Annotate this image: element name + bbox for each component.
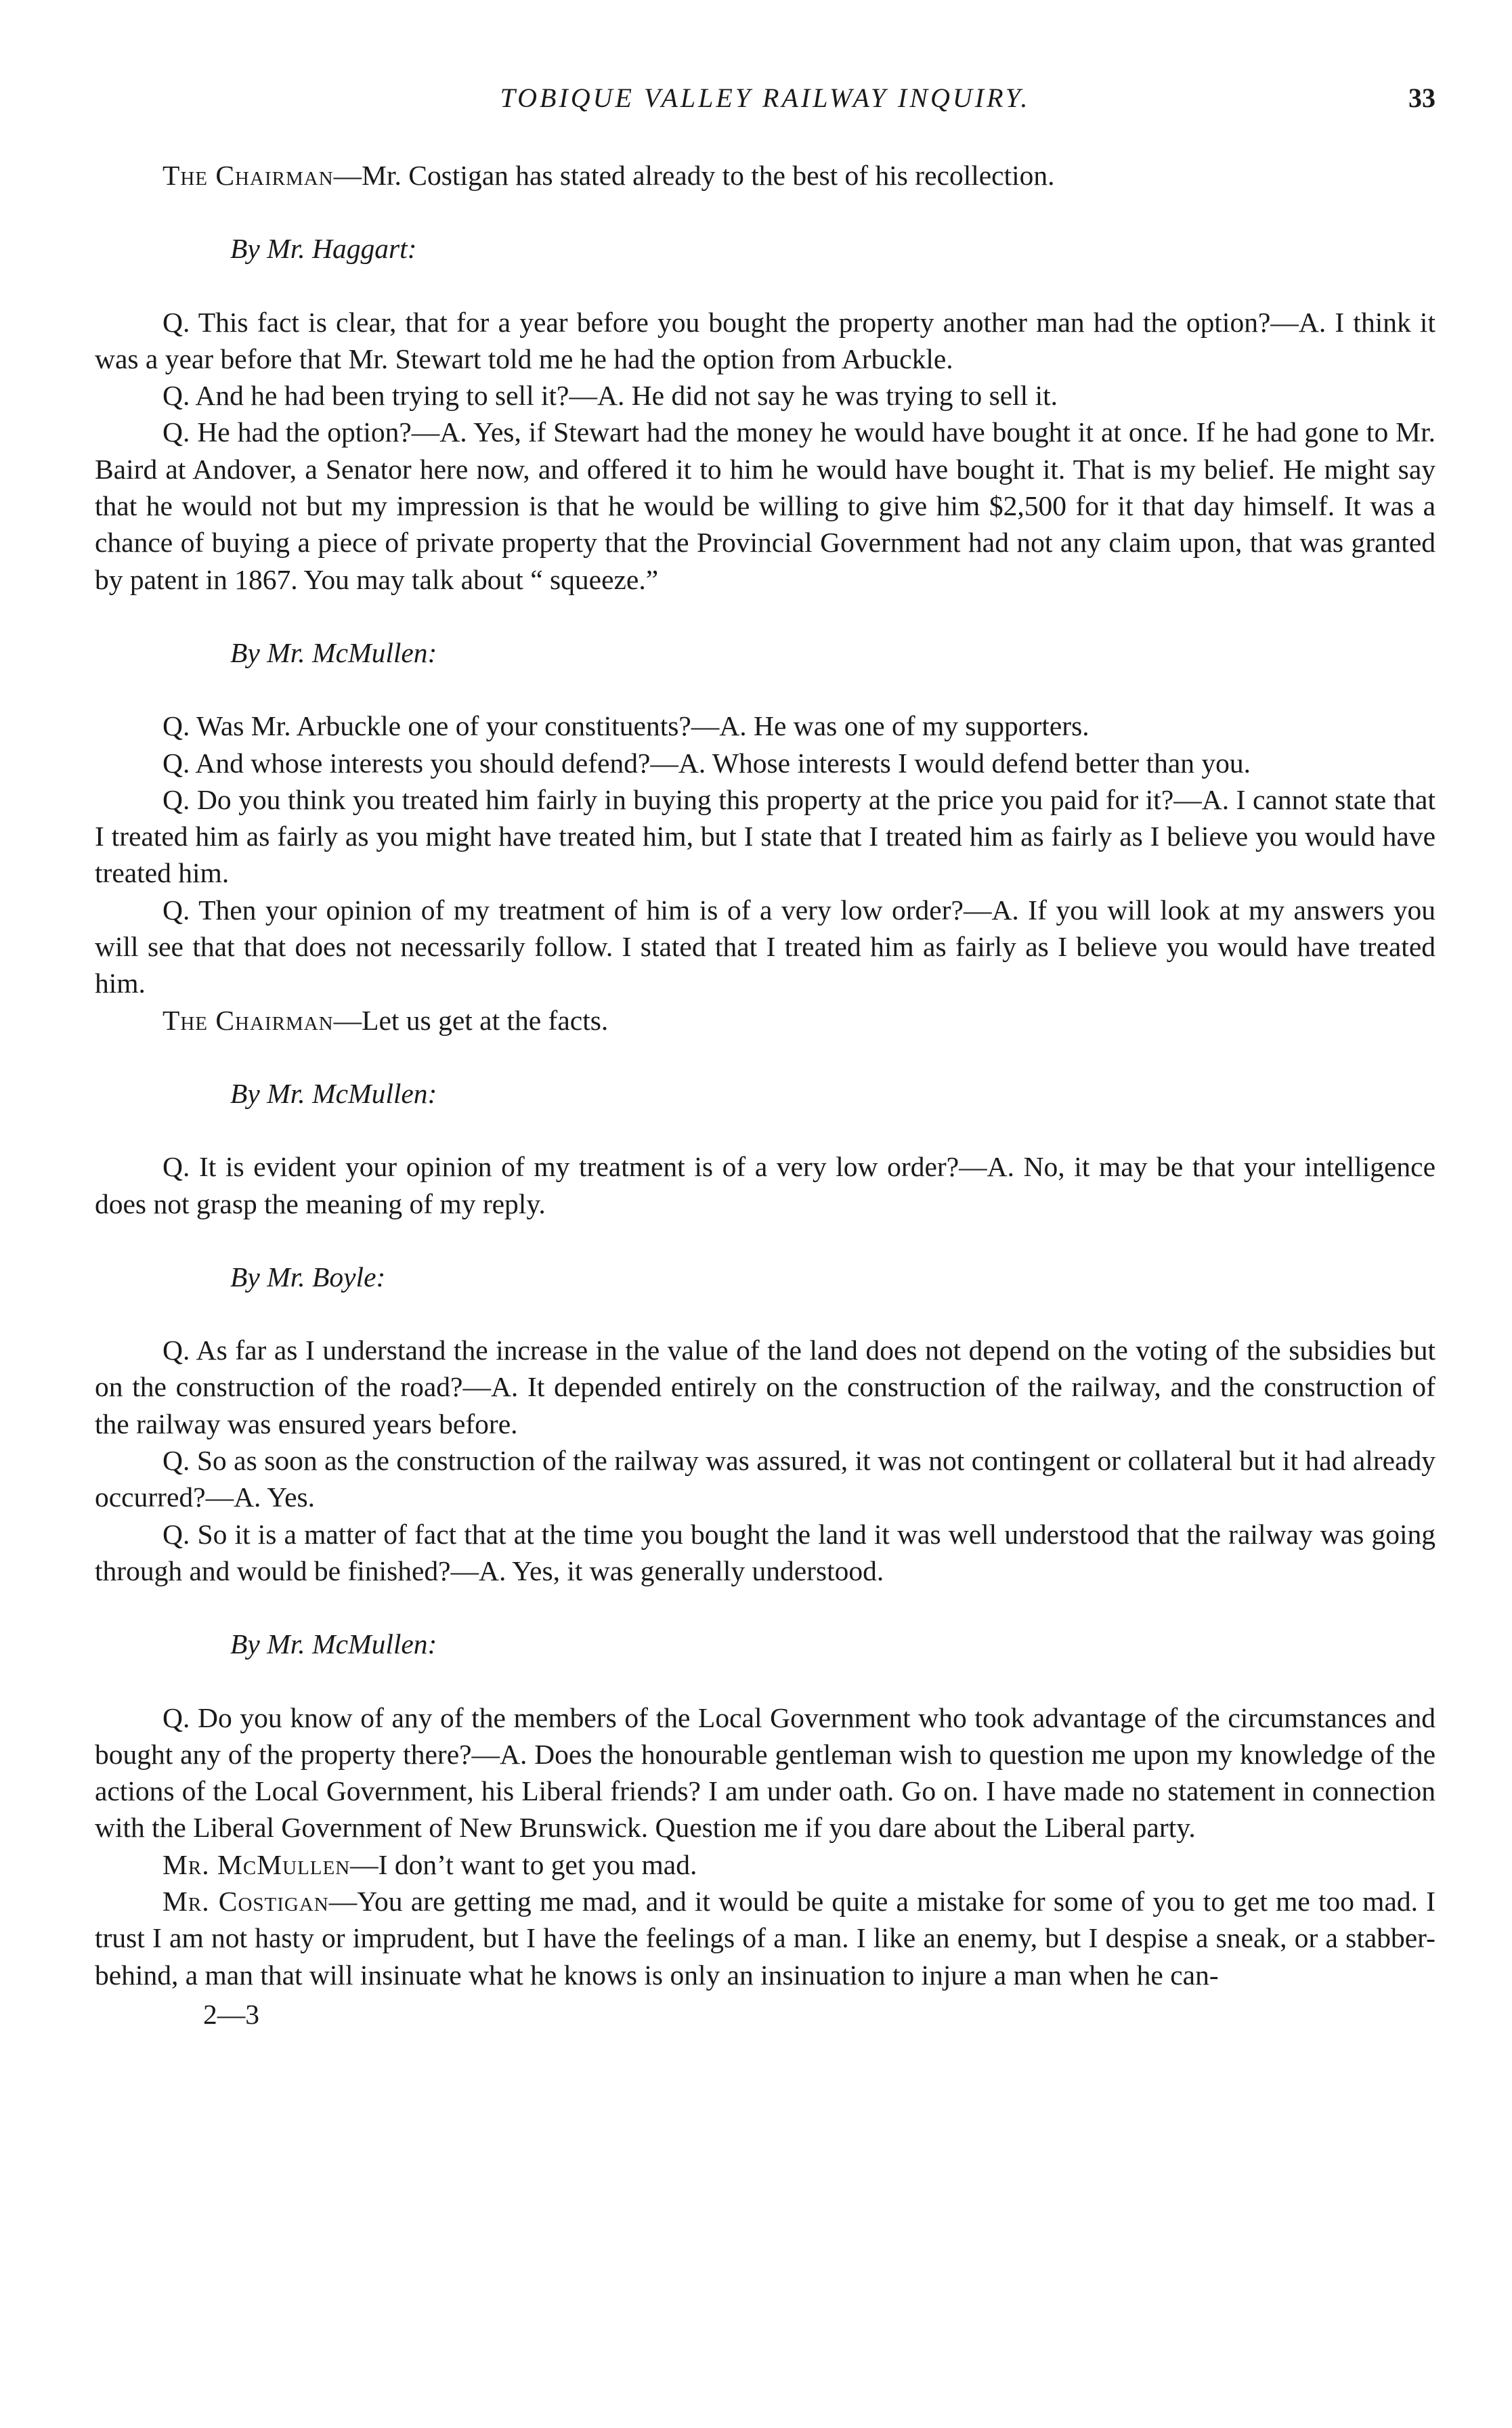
speaker-statement <box>95 1002 1435 1039</box>
testimony-paragraph: Q. So as soon as the construction of the railway was assured, it was not contingent or collateral but it had already occurred?—A. Yes. <box>95 1445 1435 1513</box>
examiner-heading: By Mr. McMullen: <box>230 1628 437 1660</box>
examiner-heading: By Mr. McMullen: <box>230 636 437 668</box>
testimony-paragraph: Q. Do you think you treated him fairly in buying this property at the price you paid for it?—A. I cannot state that I treated him as fairly as you might have treated him, but I state that I treated him as fairly as I believe you would have treated him. <box>95 783 1435 889</box>
testimony-paragraph: Q. As far as I understand the increase in the value of the land does not depend on the voting of the subsidies but on the construction of the road?—A. It depended entirely on the construction of the railway, and the construction of the railway was ensured years before. <box>95 1335 1435 1439</box>
document-body <box>95 157 1435 1993</box>
statement-text: —I don’t want to get you mad. <box>350 1848 697 1880</box>
printer-signature-mark: 2—3 <box>203 1998 259 2030</box>
statement-text: —Mr. Costigan has stated already to the best of his recollection. <box>333 160 1055 191</box>
page-header <box>95 80 1435 123</box>
testimony-paragraph: Q. Was Mr. Arbuckle one of your constituents?—A. He was one of my supporters. <box>163 710 1089 742</box>
testimony-paragraph: Q. Then your opinion of my treatment of him is of a very low order?—A. If you will look at my answers you will see that that does not necessarily follow. I stated that I treated him as fairly as I believe you would have treated him. <box>95 894 1435 999</box>
testimony-paragraph: Q. Do you know of any of the members of the Local Government who took advantage of the circumstances and bought any of the property there?—A. Does the honourable gentleman wish to question me upon my knowledge of the actions of the Local Government, his Liberal friends? I am under oath. Go on. I have made no statement in connection with the Liberal Government of New Brunswick. Question me if you dare about the Liberal party. <box>95 1701 1435 1844</box>
statement-text: —Let us get at the facts. <box>333 1004 609 1036</box>
examiner-heading: By Mr. Haggart: <box>230 233 417 265</box>
speaker-name: Mr. Costigan <box>163 1885 329 1917</box>
speaker-name: The Chairman <box>163 160 334 191</box>
speaker-name: Mr. McMullen <box>163 1848 351 1880</box>
examiner-heading: By Mr. McMullen: <box>230 1077 437 1109</box>
statement-text: —You are getting me mad, and it would be quite a mistake for some of you to get me too mad. I trust I am not hasty or imprudent, but I have the feelings of a man. I like an enemy, but I despise a sneak, or a stabber-behind, a man that will insinuate what he knows is only an insinuation to injure a man when he can- <box>95 1885 1435 1991</box>
running-title: TOBIQUE VALLEY RAILWAY INQUIRY. <box>500 83 1031 113</box>
testimony-paragraph: Q. And whose interests you should defend?—A. Whose interests I would defend better than you. <box>163 747 1251 779</box>
speaker-statement <box>95 1883 1435 1993</box>
speaker-statement <box>95 157 1435 194</box>
document-page <box>95 80 1435 2033</box>
testimony-paragraph: Q. This fact is clear, that for a year before you bought the property another man had the option?—A. I think it was a year before that Mr. Stewart told me he had the option from Arbuckle. <box>95 306 1435 374</box>
speaker-name: The Chairman <box>163 1004 334 1036</box>
page-number: 33 <box>1408 83 1435 113</box>
examiner-heading: By Mr. Boyle: <box>230 1261 386 1293</box>
testimony-paragraph: Q. It is evident your opinion of my treatment is of a very low order?—A. No, it may be that your intelligence does not grasp the meaning of my reply. <box>95 1151 1435 1219</box>
speaker-statement <box>95 1846 1435 1883</box>
testimony-paragraph: Q. So it is a matter of fact that at the time you bought the land it was well understood that the railway was going through and would be finished?—A. Yes, it was generally understood. <box>95 1518 1435 1586</box>
testimony-paragraph: Q. And he had been trying to sell it?—A. He did not say he was trying to sell it. <box>163 380 1058 412</box>
testimony-paragraph: Q. He had the option?—A. Yes, if Stewart had the money he would have bought it at once. If he had gone to Mr. Baird at Andover, a Senator here now, and offered it to him he would have bought it. That is my belief. He might say that he would not but my impression is that he would be willing to give him $2,500 for it that day himself. It was a chance of buying a piece of private property that the Provincial Government had not any claim upon, that was granted by patent in 1867. You may talk about “ squeeze.” <box>95 416 1435 595</box>
